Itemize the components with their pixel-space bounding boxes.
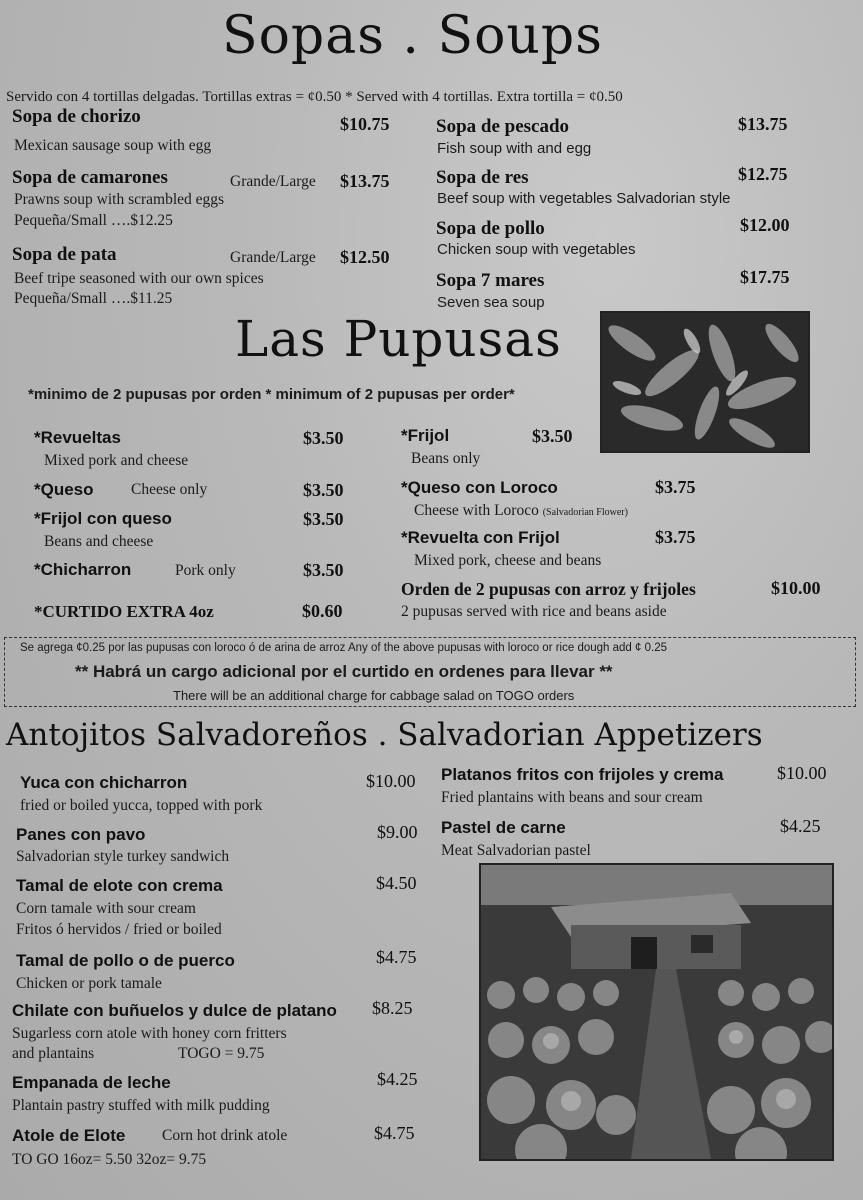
menu-item-price: $3.50 bbox=[303, 480, 344, 500]
menu-item-name: Orden de 2 pupusas con arroz y frijoles bbox=[401, 579, 696, 599]
menu-item-price: $12.00 bbox=[740, 215, 790, 235]
menu-item-price: $10.75 bbox=[340, 114, 390, 134]
menu-item-price: $10.00 bbox=[771, 578, 821, 598]
menu-item-desc: Chicken soup with vegetables bbox=[437, 241, 636, 258]
menu-item-desc: Beef soup with vegetables Salvadorian style bbox=[437, 190, 731, 207]
menu-item-desc: Chicken or pork tamale bbox=[16, 975, 162, 992]
menu-item-price: $3.75 bbox=[655, 477, 696, 497]
menu-item-desc: Mixed pork, cheese and beans bbox=[414, 552, 602, 569]
menu-item-name: Sopa de pescado bbox=[436, 116, 570, 137]
menu-item-name: *CURTIDO EXTRA 4oz bbox=[34, 602, 214, 621]
menu-item-desc-text: Cheese with Loroco bbox=[414, 502, 539, 519]
menu-item-name: *Queso bbox=[34, 480, 94, 499]
menu-item-name: *Frijol bbox=[401, 426, 450, 445]
menu-item-price: $4.25 bbox=[780, 816, 821, 836]
notice-line-2: ** Habrá un cargo adicional por el curtido en ordenes para llevar ** bbox=[75, 662, 613, 681]
menu-item-size: Grande/Large bbox=[230, 249, 316, 266]
loroco-flower-image bbox=[602, 313, 808, 451]
menu-item-desc bbox=[414, 502, 628, 520]
menu-item-name: Chilate con buñuelos y dulce de platano bbox=[12, 1001, 337, 1020]
menu-item-desc: TO GO 16oz= 5.50 32oz= 9.75 bbox=[12, 1151, 207, 1168]
menu-item-desc: Seven sea soup bbox=[437, 294, 545, 311]
menu-item-name: Sopa 7 mares bbox=[436, 270, 545, 291]
menu-item-desc: Mexican sausage soup with egg bbox=[14, 137, 212, 154]
menu-item-name: *Chicharron bbox=[34, 560, 132, 579]
menu-item-desc: Prawns soup with scrambled eggs bbox=[14, 191, 225, 208]
menu-item-price: $17.75 bbox=[740, 267, 790, 287]
menu-item-desc-2: Fritos ó hervidos / fried or boiled bbox=[16, 921, 222, 938]
menu-item-price: $3.50 bbox=[303, 509, 344, 529]
pupusas-note: *minimo de 2 pupusas por orden * minimum of 2 pupusas per order* bbox=[28, 386, 515, 403]
menu-item-price: $13.75 bbox=[340, 171, 390, 191]
menu-item-price: $3.75 bbox=[655, 527, 696, 547]
menu-item-desc: Meat Salvadorian pastel bbox=[441, 842, 591, 859]
menu-item-price: $3.50 bbox=[303, 428, 344, 448]
menu-item-small-price: Pequeña/Small ….$12.25 bbox=[14, 212, 173, 229]
menu-item-desc: Beef tripe seasoned with our own spices bbox=[14, 270, 264, 287]
menu-item-desc-small: (Salvadorian Flower) bbox=[542, 507, 628, 518]
menu-item-price: $0.60 bbox=[302, 601, 343, 621]
menu-item-desc: Fried plantains with beans and sour cream bbox=[441, 789, 703, 806]
menu-item-name: *Frijol con queso bbox=[34, 509, 172, 528]
menu-item-name: Sopa de pata bbox=[12, 244, 117, 265]
menu-item-desc: Beans and cheese bbox=[44, 533, 154, 550]
menu-item-name: Tamal de pollo o de puerco bbox=[16, 951, 235, 970]
menu-item-name: Sopa de res bbox=[436, 167, 529, 188]
menu-item-price: $12.50 bbox=[340, 247, 390, 267]
menu-item-desc: Plantain pastry stuffed with milk pudding bbox=[12, 1097, 270, 1114]
menu-item-name: *Queso con Loroco bbox=[401, 478, 558, 497]
menu-item-name: Empanada de leche bbox=[12, 1073, 171, 1092]
notice-line-3: There will be an additional charge for cabbage salad on TOGO orders bbox=[173, 688, 575, 703]
menu-item-name: Atole de Elote bbox=[12, 1126, 126, 1145]
menu-item-desc: Mixed pork and cheese bbox=[44, 452, 189, 469]
menu-item-name: Sopa de camarones bbox=[12, 167, 168, 188]
menu-item-price: $4.75 bbox=[376, 947, 417, 967]
menu-item-price: $4.75 bbox=[374, 1123, 415, 1143]
menu-item-price: $10.00 bbox=[777, 763, 827, 783]
menu-item-name: Panes con pavo bbox=[16, 825, 146, 844]
menu-item-desc: fried or boiled yucca, topped with pork bbox=[20, 797, 263, 814]
menu-item-name: *Revueltas bbox=[34, 428, 121, 447]
menu-item-desc: Fish soup with and egg bbox=[437, 140, 592, 157]
menu-item-desc: Salvadorian style turkey sandwich bbox=[16, 848, 230, 865]
menu-item-desc-2: and plantains bbox=[12, 1045, 95, 1062]
menu-item-desc: Sugarless corn atole with honey corn fritters bbox=[12, 1025, 287, 1042]
soups-note: Servido con 4 tortillas delgadas. Tortillas extras = ¢0.50 * Served with 4 tortillas. Extra tortilla = ¢0.50 bbox=[6, 89, 623, 105]
menu-item-price: $12.75 bbox=[738, 164, 788, 184]
menu-item-name: Yuca con chicharron bbox=[20, 773, 188, 792]
menu-item-price: $4.25 bbox=[377, 1069, 418, 1089]
menu-item-price: $10.00 bbox=[366, 771, 416, 791]
menu-item-name: Platanos fritos con frijoles y crema bbox=[441, 765, 724, 784]
menu-item-desc: 2 pupusas served with rice and beans aside bbox=[401, 603, 667, 620]
menu-item-name: Sopa de chorizo bbox=[12, 106, 141, 127]
menu-item-name: Pastel de carne bbox=[441, 818, 566, 837]
menu-item-name: Tamal de elote con crema bbox=[16, 876, 223, 895]
menu-item-price: $8.25 bbox=[372, 998, 413, 1018]
appetizers-title: Antojitos Salvadoreños . Salvadorian Appetizers bbox=[6, 717, 763, 753]
loroco-flower-photo bbox=[600, 311, 810, 453]
menu-item-togo: TOGO = 9.75 bbox=[178, 1045, 265, 1062]
menu-item-desc: Corn tamale with sour cream bbox=[16, 900, 196, 917]
menu-item-price: $3.50 bbox=[532, 426, 573, 446]
menu-item-inline-desc: Pork only bbox=[175, 562, 236, 579]
menu-item-inline-desc: Cheese only bbox=[131, 481, 208, 498]
soups-title: Sopas . Soups bbox=[222, 6, 603, 66]
menu-item-price: $9.00 bbox=[377, 822, 418, 842]
pupusas-title: Las Pupusas bbox=[235, 310, 562, 368]
menu-item-price: $4.50 bbox=[376, 873, 417, 893]
menu-item-price: $3.50 bbox=[303, 560, 344, 580]
menu-item-size: Grande/Large bbox=[230, 173, 316, 190]
menu-item-desc: Beans only bbox=[411, 450, 481, 467]
menu-item-inline-desc: Corn hot drink atole bbox=[162, 1127, 288, 1144]
menu-item-price: $13.75 bbox=[738, 114, 788, 134]
menu-item-small-price: Pequeña/Small ….$11.25 bbox=[14, 290, 173, 307]
menu-item-name: Sopa de pollo bbox=[436, 218, 545, 239]
cabbage-field-image bbox=[481, 865, 832, 1159]
notice-line-1: Se agrega ¢0.25 por las pupusas con loroco ó de arina de arroz Any of the above pupusas with loroco or rice dough add ¢ 0.25 bbox=[20, 642, 667, 654]
cabbage-field-photo bbox=[479, 863, 834, 1161]
menu-item-name: *Revuelta con Frijol bbox=[401, 528, 560, 547]
